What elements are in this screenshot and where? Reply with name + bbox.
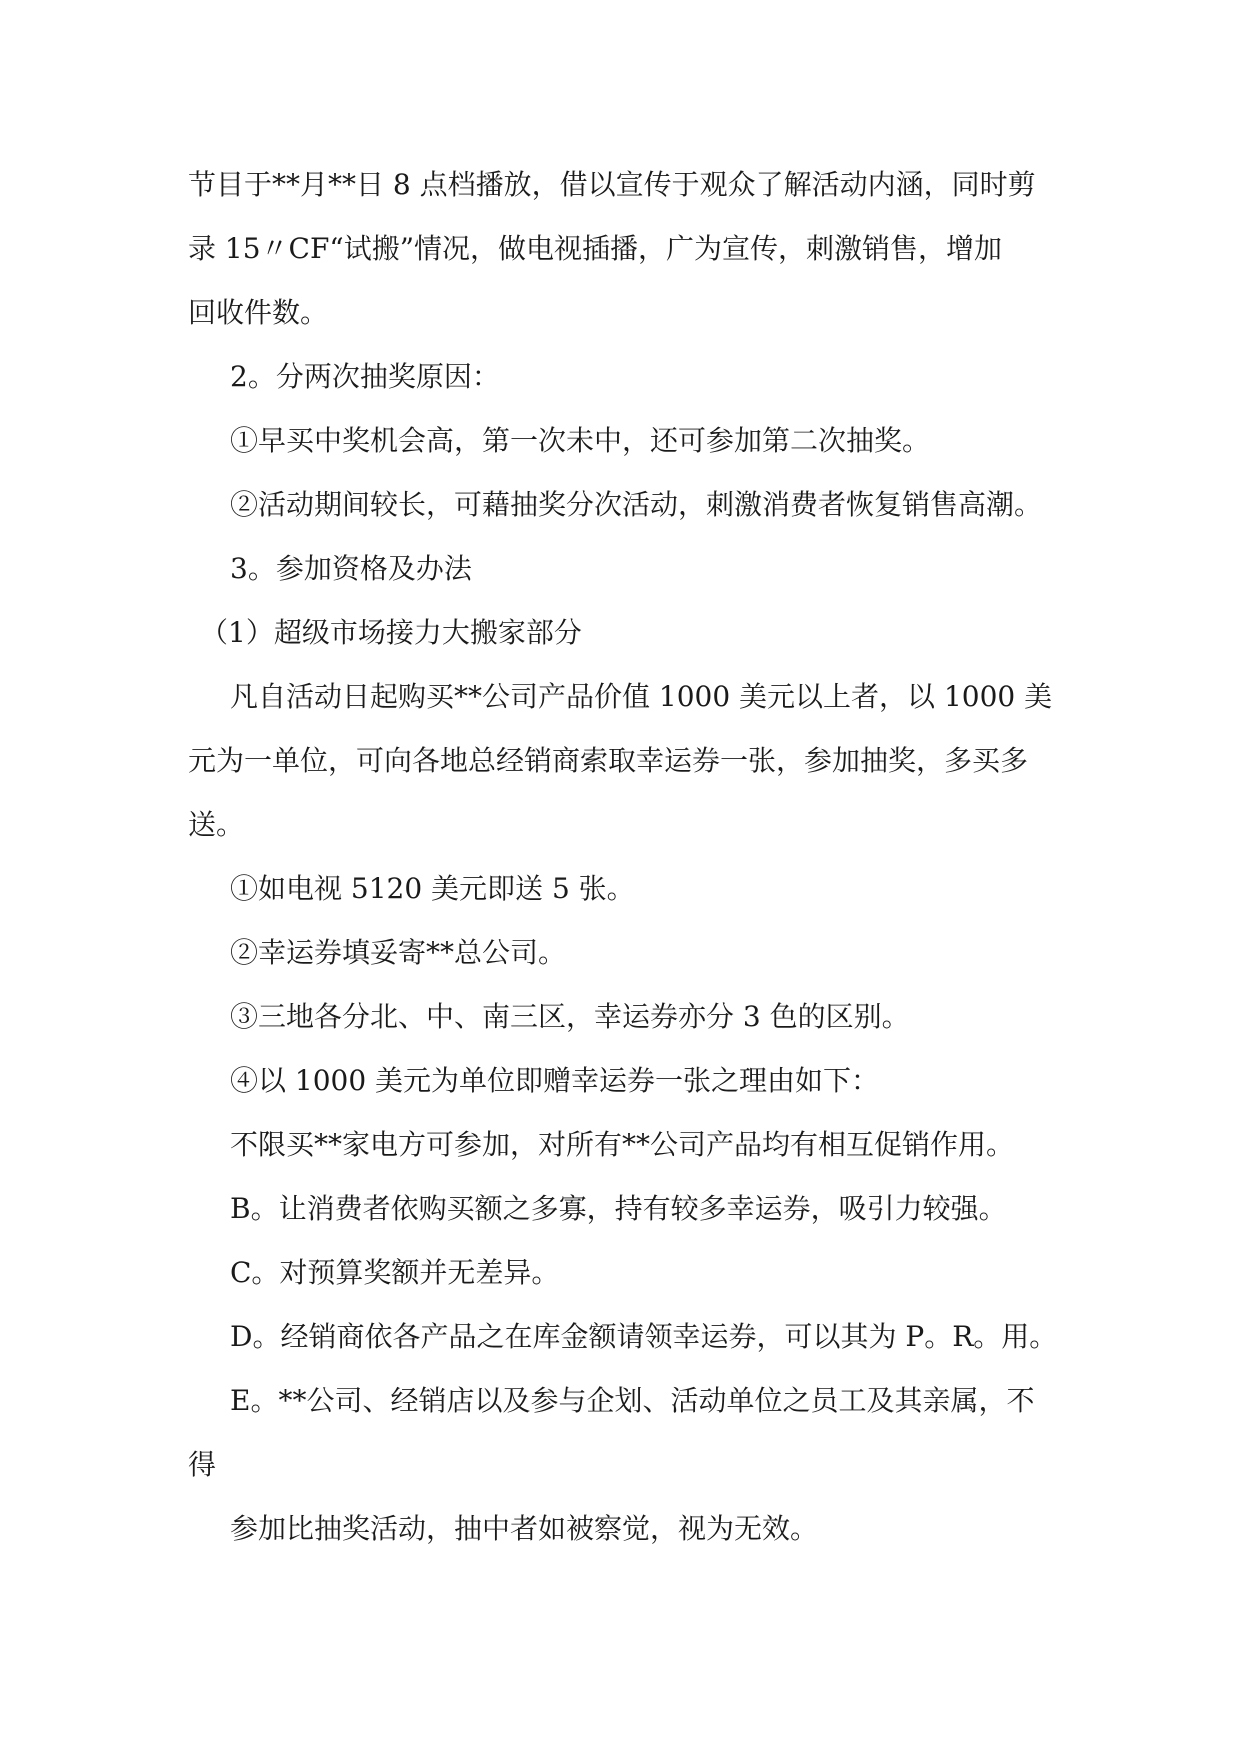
document-body — [188, 160, 1058, 1568]
paragraph-line: ②幸运券填妥寄**总公司。 — [230, 936, 567, 969]
paragraph-line: ③三地各分北、中、南三区，幸运券亦分 3 色的区别。 — [230, 1000, 910, 1033]
paragraph-line: （1）超级市场接力大搬家部分 — [200, 616, 582, 649]
paragraph-line: 回收件数。 — [188, 296, 329, 329]
paragraph-line: ④以 1000 美元为单位即赠幸运券一张之理由如下： — [230, 1064, 880, 1097]
paragraph-line: 得 — [188, 1448, 217, 1481]
paragraph-line: 录 15〃CF“试搬”情况，做电视插播，广为宣传，刺激销售，增加 — [188, 232, 1003, 265]
paragraph-line: ①早买中奖机会高，第一次未中，还可参加第二次抽奖。 — [230, 424, 931, 457]
paragraph-line: B。让消费者依购买额之多寡，持有较多幸运券，吸引力较强。 — [230, 1192, 1007, 1225]
paragraph-line: C。对预算奖额并无差异。 — [230, 1256, 560, 1289]
paragraph-line: 凡自活动日起购买**公司产品价值 1000 美元以上者，以 1000 美 — [230, 680, 1053, 713]
paragraph-line: D。经销商依各产品之在库金额请领幸运券，可以其为 P。R。用。 — [230, 1320, 1058, 1353]
paragraph-line: 送。 — [188, 808, 245, 841]
paragraph-line: ①如电视 5120 美元即送 5 张。 — [230, 872, 635, 905]
paragraph-line: 3。参加资格及办法 — [230, 552, 472, 585]
paragraph-line: E。**公司、经销店以及参与企划、活动单位之员工及其亲属，不 — [230, 1384, 1035, 1417]
paragraph-line: 2。分两次抽奖原因： — [230, 360, 500, 393]
paragraph-line: 节目于**月**日 8 点档播放，借以宣传于观众了解活动内涵，同时剪 — [188, 168, 1036, 201]
paragraph-line: 元为一单位，可向各地总经销商索取幸运券一张，参加抽奖，多买多 — [188, 744, 1029, 777]
paragraph-line: 不限买**家电方可参加，对所有**公司产品均有相互促销作用。 — [230, 1128, 1015, 1161]
paragraph-line: 参加比抽奖活动，抽中者如被察觉，视为无效。 — [230, 1512, 819, 1545]
paragraph-line: ②活动期间较长，可藉抽奖分次活动，刺激消费者恢复销售高潮。 — [230, 488, 1043, 521]
